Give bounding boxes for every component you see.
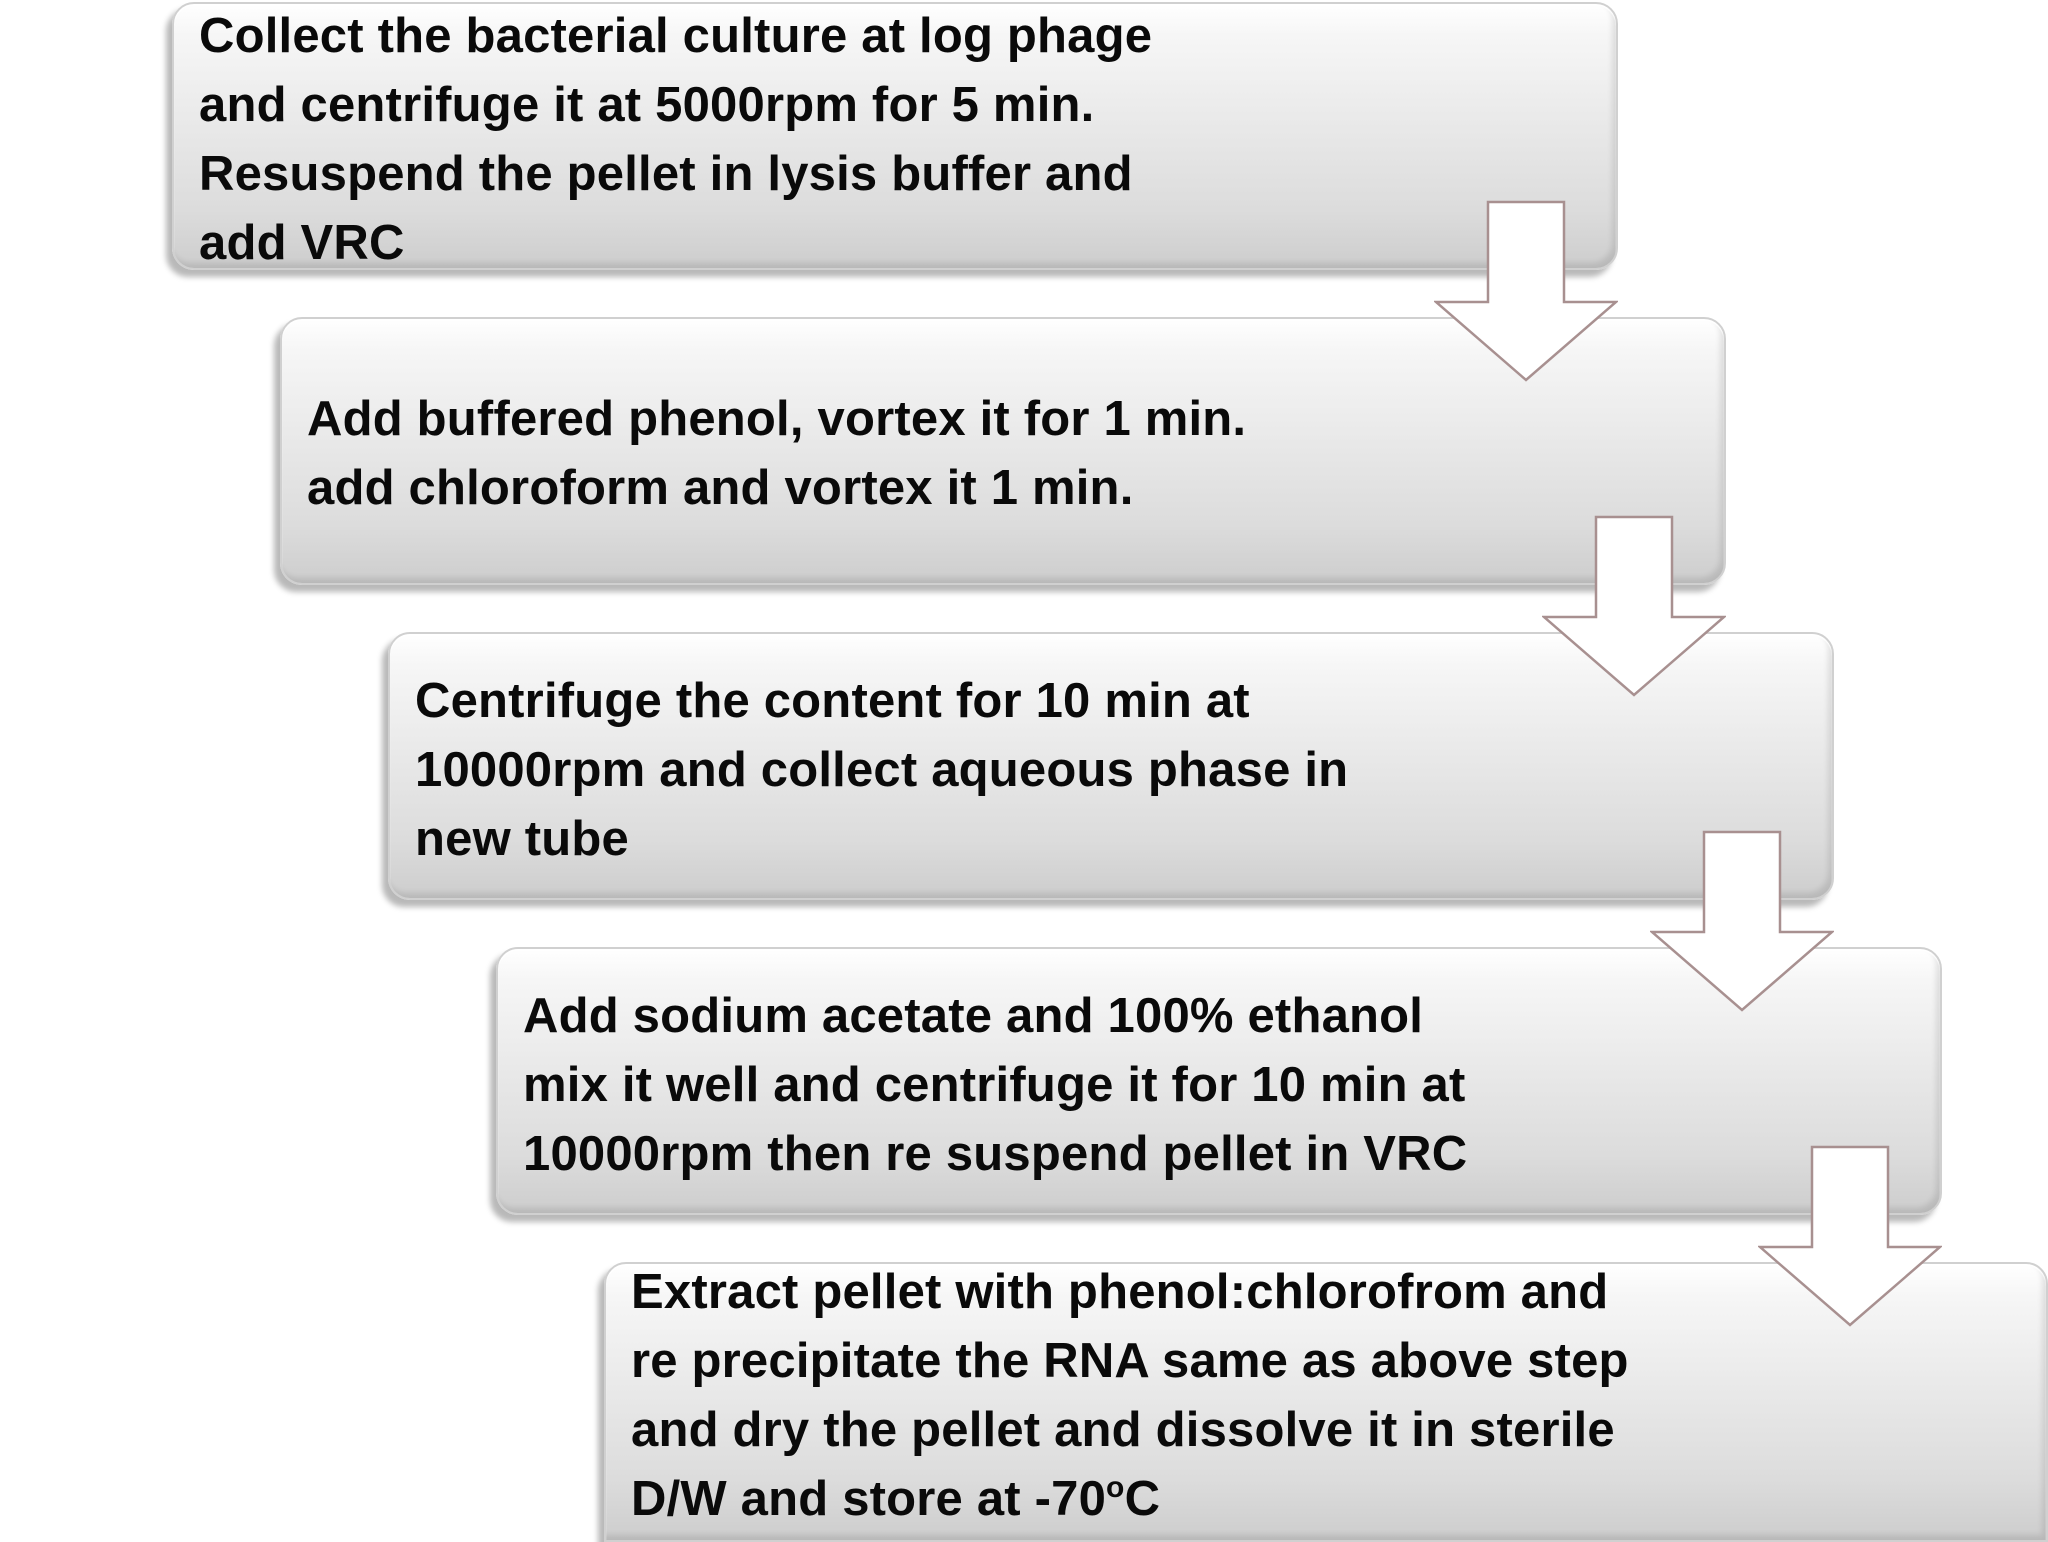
step-2-line-2: add chloroform and vortex it 1 min. (307, 461, 1134, 515)
step-5-line-2: re precipitate the RNA same as above step (631, 1334, 1629, 1388)
step-5-text (631, 1258, 1711, 1534)
step-1-line-1: Collect the bacterial culture at log phage (199, 9, 1153, 63)
step-3-line-3: new tube (415, 812, 629, 866)
down-arrow-icon-4 (1758, 1145, 1942, 1327)
down-arrow-icon-2 (1542, 515, 1726, 697)
step-4-text (523, 982, 1603, 1189)
step-2-text (307, 385, 1387, 523)
down-arrow-icon-1 (1434, 200, 1618, 382)
step-5-line-4-main: D/W and store at -70 (631, 1472, 1107, 1526)
step-1-line-2: and centrifuge it at 5000rpm for 5 min. (199, 78, 1095, 132)
step-2-line-1: Add buffered phenol, vortex it for 1 min. (307, 392, 1247, 446)
step-3-line-2: 10000rpm and collect aqueous phase in (415, 743, 1349, 797)
step-5-line-3: and dry the pellet and dissolve it in sterile (631, 1403, 1615, 1457)
step-5-line-4 (631, 1465, 1711, 1534)
step-5-line-4-end: C (1124, 1472, 1161, 1526)
step-4-line-2: mix it well and centrifuge it for 10 min at (523, 1058, 1466, 1112)
step-1-line-3: Resuspend the pellet in lysis buffer and (199, 147, 1133, 201)
step-1-line-4: add VRC (199, 216, 405, 270)
step-1-text (199, 2, 1279, 278)
step-1-box (172, 2, 1618, 270)
step-3-text (415, 667, 1495, 874)
degree-superscript: o (1106, 1471, 1125, 1504)
step-4-line-3: 10000rpm then re suspend pellet in VRC (523, 1127, 1468, 1181)
down-arrow-icon-3 (1650, 830, 1834, 1012)
step-3-line-1: Centrifuge the content for 10 min at (415, 674, 1250, 728)
step-4-line-1: Add sodium acetate and 100% ethanol (523, 989, 1424, 1043)
step-5-line-1: Extract pellet with phenol:chlorofrom and (631, 1265, 1609, 1319)
